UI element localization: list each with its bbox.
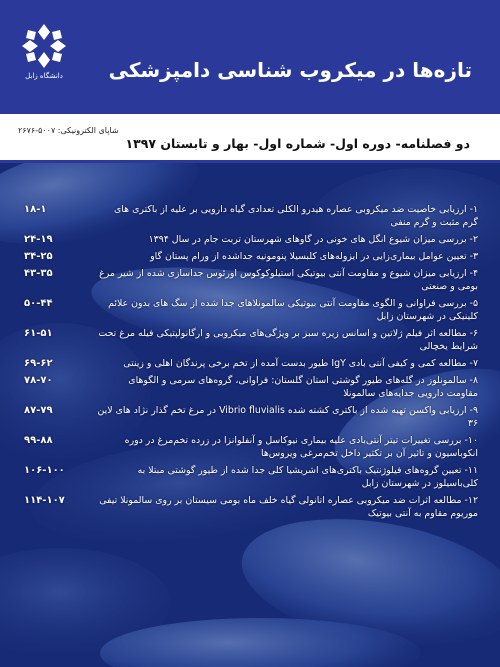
toc-article-title: ۱- ارزیابی خاصیت ضد میکروبی عصاره هیدرو الکلی تعدادی گیاه دارویی بر علیه از باکتری های گرم مثبت و گرم منفی bbox=[113, 204, 478, 228]
toc-article-title: ۸- سالمونلوز در گله‌های طیور گوشتی استان گلستان: فراوانی، گروه‌های سرمی و الگوهای مقاومت دارویی جدایه‌های سالمونلا bbox=[128, 375, 478, 399]
logo-caption: دانشگاه زابل bbox=[25, 72, 63, 80]
toc-item bbox=[24, 327, 478, 353]
toc-article-title: ۴- ارزیابی میزان شیوع و مقاومت آنتی بیوتیکی استیلوکوکوس اورئوس جداسازی شده از شیر مرغ بومی و صنعتی bbox=[99, 268, 478, 292]
cover-artwork bbox=[0, 163, 500, 667]
toc-article-title: ۱۰- بررسی تغییرات تیتر آنتی‌بادی علیه بیماری نیوکاسل و آنفلوانزا در زرده تخم‌مرغ در دوره انکوباسیون و تاثیر آن بر تکثیر داخل تخم‌مرغی ویروس‌ها bbox=[124, 435, 478, 459]
table-of-contents bbox=[24, 203, 478, 524]
toc-item bbox=[24, 297, 478, 323]
journal-title: تازه‌ها در میکروب شناسی دامپزشکی bbox=[108, 58, 472, 82]
toc-item bbox=[24, 357, 478, 370]
university-emblem-icon bbox=[20, 22, 68, 70]
toc-page-range: ۱۱۴-۱۰۷ bbox=[24, 495, 65, 506]
issue-label: دو فصلنامه- دوره اول- شماره اول- بهار و تابستان ۱۳۹۷ bbox=[125, 136, 470, 151]
toc-item bbox=[24, 494, 478, 520]
toc-item bbox=[24, 233, 478, 246]
toc-page-range: ۷۸-۷۰ bbox=[24, 375, 53, 386]
toc-item bbox=[24, 434, 478, 460]
toc-article-title: ۱۱- تعیین گروه‌های فیلوژنتیک باکتری‌های اشریشیا کلی جدا شده از طیور گوشتی مبتلا به کلی‌باسیلوز در شهرستان زابل bbox=[137, 465, 478, 489]
toc-article-title: ۹- ارزیابی واکسن تهیه شده از باکتری کشته شده Vibrio fluvialis در مرغ تخم گذار نژاد های لاین ۳۶ bbox=[97, 405, 478, 429]
toc-page-range: ۱۸-۱ bbox=[24, 204, 47, 215]
toc-article-title: ۵- بررسی فراوانی و الگوی مقاومت آنتی بیوتیکی سالمونلاهای جدا شده از سگ های بدون علائم کلینیکی در شهرستان زابل bbox=[108, 298, 478, 322]
toc-article-title: ۶- مطالعه اثر فیلم ژلاتین و اسانس زیره سبز بر ویژگی‌های میکروبی و ارگانولپتیکی فیله مرغ تحت شرایط یخچالی bbox=[98, 328, 478, 352]
toc-item bbox=[24, 267, 478, 293]
toc-article-title: ۱۲- مطالعه اثرات ضد میکروبی عصاره اتانولی گیاه خلف ماه بومی سیستان بر روی سالمونلا تیفی موریوم مقاوم به آنتی بیوتیک bbox=[99, 495, 478, 519]
toc-article-title: ۲- بررسی میزان شیوع انگل های خونی در گاوهای شهرستان تربت جام در سال ۱۳۹۴ bbox=[148, 234, 478, 245]
toc-page-range: ۶۱-۵۱ bbox=[24, 328, 53, 339]
toc-page-range: ۸۷-۷۹ bbox=[24, 405, 53, 416]
issue-info-strip bbox=[0, 114, 500, 162]
toc-article-title: ۷- مطالعه کمی و کیفی آنتی بادی IgY طیور بدست آمده از تخم برخی پرندگان اهلی و زینتی bbox=[123, 358, 478, 369]
toc-page-range: ۴۳-۳۵ bbox=[24, 268, 53, 279]
issn-label: شاپای الکترونیکی: ۵۰۰۷-۲۶۷۶ bbox=[18, 126, 119, 135]
toc-page-range: ۳۴-۲۵ bbox=[24, 251, 53, 262]
toc-item bbox=[24, 250, 478, 263]
toc-item bbox=[24, 404, 478, 430]
toc-page-range: ۲۴-۱۹ bbox=[24, 234, 53, 245]
toc-page-range: ۱۰۶-۱۰۰ bbox=[24, 465, 65, 476]
toc-item bbox=[24, 374, 478, 400]
toc-page-range: ۵۰-۴۴ bbox=[24, 298, 53, 309]
toc-article-title: ۳- تعیین عوامل بیماری‌زایی در ایزوله‌های کلبسیلا پنومونیه جداشده از ورام پستان گاو bbox=[150, 251, 478, 262]
toc-item bbox=[24, 464, 478, 490]
university-logo bbox=[18, 22, 70, 82]
cover-header bbox=[0, 0, 500, 114]
toc-item bbox=[24, 203, 478, 229]
toc-page-range: ۶۹-۶۲ bbox=[24, 358, 53, 369]
toc-page-range: ۹۹-۸۸ bbox=[24, 435, 53, 446]
